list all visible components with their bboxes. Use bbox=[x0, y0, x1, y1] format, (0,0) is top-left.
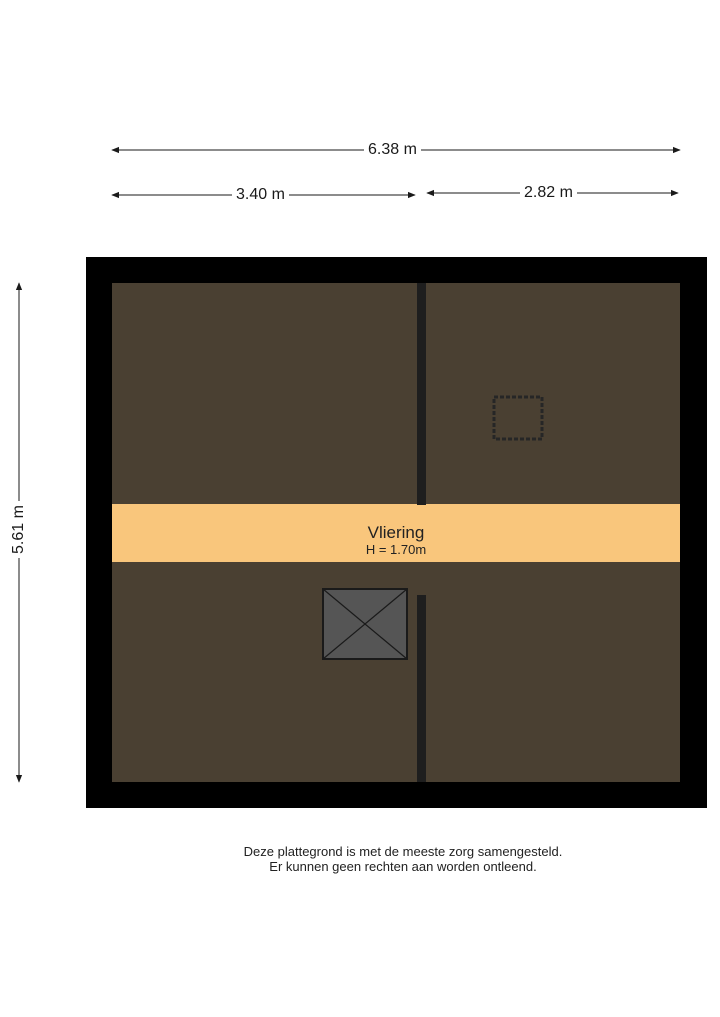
disclaimer-line-2: Er kunnen geen rechten aan worden ontleend. bbox=[269, 859, 537, 874]
disclaimer-line-1: Deze plattegrond is met de meeste zorg samengesteld. bbox=[243, 844, 563, 859]
left-width-label: 3.40 m bbox=[232, 186, 289, 204]
right-width-label: 2.82 m bbox=[520, 184, 577, 202]
room-name: Vliering bbox=[367, 523, 425, 542]
dashed-opening-symbol bbox=[494, 397, 542, 439]
room-height: H = 1.70m bbox=[365, 542, 427, 557]
height-label: 5.61 m bbox=[10, 501, 28, 558]
total-width-label: 6.38 m bbox=[364, 141, 421, 159]
